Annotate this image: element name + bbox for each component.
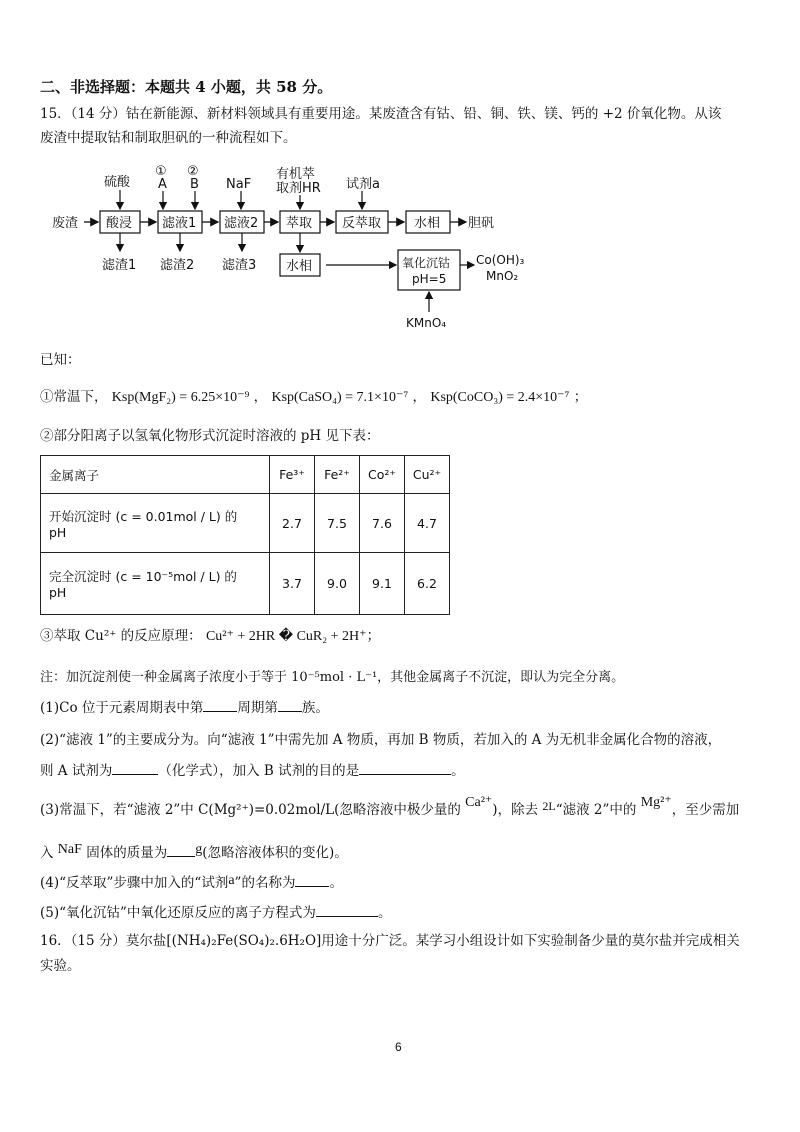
sub-question-2-line1: (2)“滤液 1”的主要成分为。向“滤液 1”中需先加 A 物质，再加 B 物质，若加入的 A 为无机非金属化合物的溶液， (40, 732, 722, 748)
table-row-label-line2: pH (49, 524, 67, 540)
flow-reagent-naf: NaF (226, 177, 252, 192)
sub3-text-c: “滤液 2”中的 (555, 802, 637, 818)
flow-box-back-extraction-label: 反萃取 (342, 216, 382, 231)
flow-box-filtrate1-label: 滤液1 (162, 216, 197, 231)
flow-reagent-sulfuric-acid: 硫酸 (104, 175, 131, 190)
table-cell: 2.7 (270, 494, 315, 553)
flow-output-mno2: MnO₂ (486, 269, 519, 283)
sub3-text-d: ，至少需加 (671, 802, 740, 818)
flow-box-acid-leach-label: 酸浸 (106, 216, 133, 231)
sub3-ca-ion: Ca²⁺ (465, 795, 493, 810)
known3-prefix: ③萃取 Cu²⁺ 的反应原理： (40, 628, 202, 644)
table-cell: 9.1 (360, 553, 405, 615)
sub3-text-a: (3)常温下，若“滤液 2”中 C(Mg²⁺)=0.02mol/L(忽略溶液中极少量的 (40, 802, 461, 818)
sub3-text-e: 入 (40, 845, 54, 861)
table-row-label (41, 553, 270, 615)
sub-question-4 (40, 872, 343, 894)
table-row-label (41, 494, 270, 553)
precipitation-ph-table (40, 455, 450, 615)
sub-question-5 (40, 902, 391, 923)
flow-reagent-organic-2: 取剂HR (276, 181, 321, 196)
flow-reagent-a-back: 试剂a (346, 177, 380, 192)
answer-blank[interactable] (203, 697, 237, 712)
table-row (41, 494, 450, 553)
table-cell: 3.7 (270, 553, 315, 615)
sub4-text-b: ”的名称为 (234, 875, 296, 891)
known1-sep1: ， (253, 389, 268, 405)
sub4-variable: a (228, 873, 235, 888)
flow-residue-1: 滤渣1 (102, 258, 137, 273)
sub-question-3-line2 (40, 842, 348, 864)
known1-end: ； (573, 389, 588, 405)
sub3-unit: g (195, 842, 203, 857)
sub2-text-c: 。 (451, 763, 465, 779)
known1-sep2: ， (412, 389, 427, 405)
q16-line2: 实验。 (40, 958, 81, 974)
sub3-volume: 2L (542, 799, 556, 813)
section-title: 二、非选择题：本题共 4 小题，共 58 分。 (40, 78, 333, 96)
known3 (40, 626, 381, 647)
sub4-text-c: 。 (329, 875, 343, 891)
q15-intro-line1: 15．（14 分）钴在新能源、新材料领域具有重要用途。某废渣含有钴、铅、铜、铁、镁、钙的 +2 价氧化物。从该 (40, 106, 722, 122)
flow-reagent-step2-marker: ② (187, 164, 199, 179)
table-row (41, 553, 450, 615)
flow-feed-label: 废渣 (52, 216, 79, 231)
flow-reagent-a: A (158, 177, 167, 192)
flow-reagent-kmno4: KMnO₄ (406, 316, 447, 330)
sub3-text-f: 固体的质量为 (86, 845, 168, 861)
table-cell: 7.5 (315, 494, 360, 553)
table-cell: 9.0 (315, 553, 360, 615)
table-header-cell: Co²⁺ (360, 456, 405, 494)
sub2-text-a: 则 A 试剂为 (40, 763, 113, 779)
sub1-text-c: 族。 (301, 700, 329, 716)
flow-box-aqueous-bottom-label: 水相 (286, 259, 313, 274)
flow-box-oxidize-cobalt-label: 氧化沉钴 (402, 256, 451, 270)
sub-question-3-line1 (40, 795, 740, 821)
table-cell: 7.6 (360, 494, 405, 553)
flow-box-filtrate2-label: 滤液2 (224, 216, 259, 231)
flow-residue-2: 滤渣2 (160, 258, 195, 273)
answer-blank[interactable] (295, 872, 329, 887)
sub3-text-h: (忽略溶液体积的变化)。 (202, 845, 348, 861)
flow-box-ph-label: pH=5 (412, 272, 447, 286)
sub4-text-a: (4)“反萃取”步骤中加入的“试剂 (40, 875, 229, 891)
sub2-text-b: （化学式），加入 B 试剂的目的是 (158, 763, 360, 779)
answer-blank[interactable] (112, 760, 158, 775)
table-row-label-line1: 开始沉淀时 (c = 0.01mol / L) 的 (49, 508, 238, 524)
table-header-cell: 金属离子 (41, 456, 270, 494)
known1 (40, 387, 587, 408)
answer-blank[interactable] (278, 697, 302, 712)
flow-product-label: 胆矾 (468, 216, 495, 231)
answer-blank[interactable] (167, 842, 195, 857)
sub3-mg-ion: Mg²⁺ (640, 795, 672, 810)
table-header-row (41, 456, 450, 494)
answer-blank[interactable] (359, 760, 451, 775)
sub5-text-b: 。 (377, 905, 392, 921)
known2: ②部分阳离子以氢氧化物形式沉淀时溶液的 pH 见下表： (40, 428, 380, 444)
ksp-mgf2: Ksp(MgF₂) = 6.25×10⁻⁹ (111, 390, 250, 405)
sub5-text-a: (5)“氧化沉钴”中氧化还原反应的离子方程式为 (40, 905, 316, 921)
table-cell: 4.7 (405, 494, 450, 553)
sub1-text-b: 周期第 (237, 700, 278, 716)
sub1-text-a: (1)Co 位于元素周期表中第 (40, 700, 204, 716)
sub-question-1 (40, 697, 329, 718)
table-header-cell: Cu²⁺ (405, 456, 450, 494)
ksp-caso4: Ksp(CaSO₄) = 7.1×10⁻⁷ (271, 390, 409, 405)
table-row-label-line2: pH (49, 585, 67, 600)
table-header-cell: Fe²⁺ (315, 456, 360, 494)
answer-blank[interactable] (316, 902, 378, 917)
known-label: 已知： (40, 352, 81, 368)
flow-residue-3: 滤渣3 (222, 258, 257, 273)
flow-reagent-step1-marker: ① (155, 164, 167, 179)
flow-output-cooh3: Co(OH)₃ (476, 253, 525, 267)
flow-reagent-organic-1: 有机萃 (276, 167, 316, 182)
known3-equation: Cu²⁺ + 2HR � CuR₂ + 2H⁺； (205, 629, 381, 644)
table-header-cell: Fe³⁺ (270, 456, 315, 494)
flow-diagram (40, 160, 580, 335)
page-number: 6 (395, 1040, 402, 1054)
note: 注：加沉淀剂使一种金属离子浓度小于等于 10⁻⁵mol · L⁻¹，其他金属离子不沉淀，即认为完全分离。 (40, 670, 625, 685)
sub3-text-b: )，除去 (492, 802, 539, 818)
table-row-label-line1: 完全沉淀时 (c = 10⁻⁵mol / L) 的 (49, 569, 237, 584)
ksp-coco3: Ksp(CoCO₃) = 2.4×10⁻⁷ (430, 390, 570, 405)
table-cell: 6.2 (405, 553, 450, 615)
q16-line1: 16．（15 分）莫尔盐[(NH₄)₂Fe(SO₄)₂.6H₂O]用途十分广泛。某学习小组设计如下实验制备少量的莫尔盐并完成相关 (40, 933, 740, 949)
known1-prefix: ①常温下， (40, 389, 108, 405)
flow-box-aqueous-top-label: 水相 (414, 216, 441, 231)
flow-box-extraction-label: 萃取 (286, 216, 313, 231)
sub-question-2-line2 (40, 760, 465, 781)
q15-intro-line2: 废渣中提取钴和制取胆矾的一种流程如下。 (40, 130, 297, 146)
sub3-naf: NaF (57, 842, 82, 857)
flow-reagent-b: B (190, 177, 199, 192)
